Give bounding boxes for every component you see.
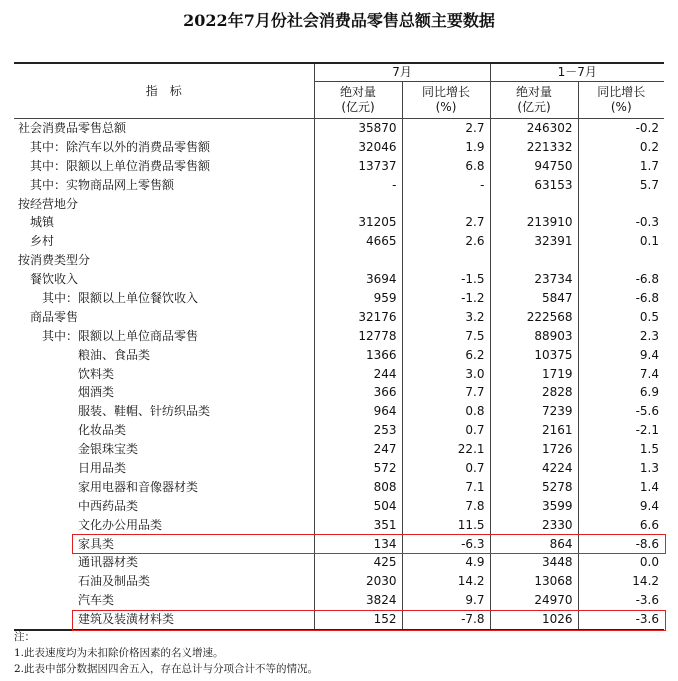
table-row — [14, 440, 664, 459]
row-value-ytd-abs: 10375 — [490, 346, 578, 365]
table-row — [14, 251, 664, 270]
indicator-header: 指 标 — [14, 63, 314, 119]
row-label: 按经营地分 — [18, 196, 79, 211]
row-value-jul-yoy — [402, 251, 490, 270]
row-value-ytd-abs — [490, 195, 578, 214]
row-value-jul-abs: 964 — [314, 402, 402, 421]
row-label: 文化办公用品类 — [78, 517, 163, 532]
table-row — [14, 553, 664, 572]
table-row — [14, 195, 664, 214]
row-label: 建筑及装潢材料类 — [14, 610, 314, 630]
table-row — [14, 232, 664, 251]
table-row — [14, 213, 664, 232]
table-row — [14, 591, 664, 610]
row-label: 家用电器和音像器材类 — [78, 479, 199, 494]
row-value-ytd-yoy: -8.6 — [578, 535, 664, 554]
table-row — [14, 289, 664, 308]
row-label: 化妆品类 — [78, 423, 127, 438]
row-value-jul-abs: 3694 — [314, 270, 402, 289]
row-value-ytd-yoy: 9.4 — [578, 346, 664, 365]
row-label: 商品零售 — [30, 309, 79, 324]
row-value-jul-abs: 247 — [314, 440, 402, 459]
row-value-ytd-yoy: 5.7 — [578, 176, 664, 195]
table-row — [14, 383, 664, 402]
ytd-yoy-header: 同比增长 (%) — [578, 82, 664, 119]
row-value-jul-yoy: 2.6 — [402, 232, 490, 251]
row-value-jul-yoy: 11.5 — [402, 516, 490, 535]
row-value-jul-abs: 351 — [314, 516, 402, 535]
row-value-ytd-yoy: 1.3 — [578, 459, 664, 478]
row-value-ytd-abs: 2828 — [490, 383, 578, 402]
row-value-ytd-abs: 3448 — [490, 553, 578, 572]
page-title: 2022年7月份社会消费品零售总额主要数据 — [183, 11, 495, 30]
row-value-ytd-yoy: 9.4 — [578, 497, 664, 516]
row-label: 其中：实物商品网上零售额 — [30, 177, 175, 192]
row-value-jul-yoy: 3.0 — [402, 365, 490, 384]
row-label: 按消费类型分 — [18, 253, 91, 268]
row-value-ytd-abs: 24970 — [490, 591, 578, 610]
row-value-ytd-yoy: -3.6 — [578, 591, 664, 610]
row-label: 中西药品类 — [78, 498, 139, 513]
row-value-ytd-yoy: 0.2 — [578, 138, 664, 157]
row-value-ytd-abs: 63153 — [490, 176, 578, 195]
note-1: 1.此表速度均为未扣除价格因素的名义增速。 — [14, 647, 224, 659]
row-value-ytd-abs: 2161 — [490, 421, 578, 440]
row-value-jul-yoy: 3.2 — [402, 308, 490, 327]
row-label: 其中：限额以上单位消费品零售额 — [30, 158, 211, 173]
row-value-jul-yoy: 0.7 — [402, 459, 490, 478]
row-value-ytd-abs: 94750 — [490, 157, 578, 176]
row-value-jul-abs: 244 — [314, 365, 402, 384]
row-value-ytd-abs: 213910 — [490, 213, 578, 232]
row-value-ytd-abs: 222568 — [490, 308, 578, 327]
row-value-ytd-yoy: 7.4 — [578, 365, 664, 384]
row-value-ytd-abs: 246302 — [490, 119, 578, 138]
row-label: 服装、鞋帽、针纺织品类 — [78, 404, 211, 419]
row-value-jul-yoy: 6.2 — [402, 346, 490, 365]
table-row — [14, 459, 664, 478]
table-row — [14, 119, 664, 138]
note-2: 2.此表中部分数据因四舍五入，存在总计与分项合计不等的情况。 — [14, 663, 319, 675]
row-value-ytd-yoy — [578, 251, 664, 270]
table-row — [14, 497, 664, 516]
row-value-jul-yoy: 9.7 — [402, 591, 490, 610]
row-value-jul-abs: 13737 — [314, 157, 402, 176]
row-value-ytd-yoy: 1.7 — [578, 157, 664, 176]
table-row — [14, 610, 664, 630]
row-value-jul-abs: 253 — [314, 421, 402, 440]
row-value-jul-yoy: 4.9 — [402, 553, 490, 572]
row-label: 城镇 — [30, 215, 55, 230]
row-label: 烟酒类 — [78, 385, 115, 400]
row-value-jul-abs: 4665 — [314, 232, 402, 251]
row-value-ytd-yoy: 0.1 — [578, 232, 664, 251]
row-value-jul-yoy: -6.3 — [402, 535, 490, 554]
row-value-jul-abs: 3824 — [314, 591, 402, 610]
table-row — [14, 157, 664, 176]
row-value-jul-abs — [314, 251, 402, 270]
row-value-jul-yoy: - — [402, 176, 490, 195]
row-label: 金银珠宝类 — [78, 442, 139, 457]
row-value-jul-yoy: 7.5 — [402, 327, 490, 346]
row-value-ytd-abs: 1719 — [490, 365, 578, 384]
row-value-jul-abs: 32046 — [314, 138, 402, 157]
row-value-jul-yoy — [402, 195, 490, 214]
row-label: 石油及制品类 — [78, 574, 151, 589]
row-value-ytd-yoy: -3.6 — [578, 610, 664, 630]
jan-jul-header: 1－7月 — [490, 63, 664, 82]
table-row — [14, 176, 664, 195]
row-value-ytd-abs: 88903 — [490, 327, 578, 346]
row-value-ytd-yoy: -2.1 — [578, 421, 664, 440]
row-value-ytd-yoy: 6.6 — [578, 516, 664, 535]
row-value-ytd-yoy — [578, 195, 664, 214]
row-value-ytd-abs: 13068 — [490, 572, 578, 591]
row-value-ytd-yoy: -0.2 — [578, 119, 664, 138]
row-value-ytd-yoy: 14.2 — [578, 572, 664, 591]
row-value-jul-abs: - — [314, 176, 402, 195]
table-row — [14, 421, 664, 440]
row-value-ytd-yoy: -6.8 — [578, 270, 664, 289]
row-label: 社会消费品零售总额 — [18, 120, 127, 135]
row-value-jul-abs: 959 — [314, 289, 402, 308]
row-label: 粮油、食品类 — [78, 347, 151, 362]
table-row — [14, 402, 664, 421]
row-value-ytd-yoy: 0.0 — [578, 553, 664, 572]
row-value-jul-abs: 1366 — [314, 346, 402, 365]
row-value-ytd-yoy: 6.9 — [578, 383, 664, 402]
row-value-ytd-yoy: -0.3 — [578, 213, 664, 232]
table-row — [14, 346, 664, 365]
row-label: 家具类 — [78, 536, 115, 551]
row-label: 餐饮收入 — [30, 272, 79, 287]
row-value-jul-abs: 35870 — [314, 119, 402, 138]
row-value-jul-yoy: 22.1 — [402, 440, 490, 459]
row-value-ytd-abs: 5847 — [490, 289, 578, 308]
row-value-jul-abs: 32176 — [314, 308, 402, 327]
row-value-jul-abs: 152 — [314, 610, 402, 630]
row-value-jul-yoy: 0.8 — [402, 402, 490, 421]
table-row — [14, 327, 664, 346]
row-label: 其中：限额以上单位餐饮收入 — [42, 290, 199, 305]
row-value-ytd-abs: 221332 — [490, 138, 578, 157]
july-header: 7月 — [314, 63, 490, 82]
ytd-abs-header: 绝对量 (亿元) — [490, 82, 578, 119]
row-value-ytd-abs: 4224 — [490, 459, 578, 478]
row-value-jul-yoy: 2.7 — [402, 213, 490, 232]
table-row — [14, 572, 664, 591]
row-value-ytd-yoy: 1.5 — [578, 440, 664, 459]
row-value-jul-yoy: 7.7 — [402, 383, 490, 402]
row-value-ytd-abs: 3599 — [490, 497, 578, 516]
row-value-jul-abs: 808 — [314, 478, 402, 497]
table-row — [14, 138, 664, 157]
row-value-jul-abs — [314, 195, 402, 214]
row-value-ytd-abs: 1026 — [490, 610, 578, 630]
row-value-jul-abs: 2030 — [314, 572, 402, 591]
row-value-ytd-abs — [490, 251, 578, 270]
row-value-ytd-yoy: -6.8 — [578, 289, 664, 308]
table-row — [14, 308, 664, 327]
row-value-ytd-abs: 23734 — [490, 270, 578, 289]
row-value-jul-yoy: 7.1 — [402, 478, 490, 497]
retail-sales-table — [14, 62, 664, 631]
row-value-ytd-yoy: 1.4 — [578, 478, 664, 497]
row-value-jul-abs: 366 — [314, 383, 402, 402]
row-value-jul-abs: 31205 — [314, 213, 402, 232]
row-label: 日用品类 — [78, 460, 127, 475]
row-value-ytd-abs: 7239 — [490, 402, 578, 421]
row-value-jul-abs: 134 — [314, 535, 402, 554]
row-value-ytd-abs: 32391 — [490, 232, 578, 251]
row-value-jul-yoy: 6.8 — [402, 157, 490, 176]
row-label: 乡村 — [30, 234, 55, 249]
notes-head: 注： — [14, 631, 35, 643]
row-value-ytd-yoy: 2.3 — [578, 327, 664, 346]
table-row — [14, 535, 664, 554]
table-row — [14, 516, 664, 535]
row-value-jul-abs: 12778 — [314, 327, 402, 346]
footnotes — [14, 629, 318, 677]
row-label: 通讯器材类 — [78, 555, 139, 570]
row-value-jul-yoy: 14.2 — [402, 572, 490, 591]
row-label: 汽车类 — [78, 593, 115, 608]
table-row — [14, 365, 664, 384]
row-value-jul-yoy: 1.9 — [402, 138, 490, 157]
row-value-jul-yoy: -1.2 — [402, 289, 490, 308]
row-value-jul-yoy: 0.7 — [402, 421, 490, 440]
row-value-jul-yoy: 7.8 — [402, 497, 490, 516]
row-value-ytd-abs: 1726 — [490, 440, 578, 459]
row-value-ytd-abs: 2330 — [490, 516, 578, 535]
row-value-jul-yoy: 2.7 — [402, 119, 490, 138]
row-value-ytd-abs: 864 — [490, 535, 578, 554]
row-value-jul-yoy: -7.8 — [402, 610, 490, 630]
row-value-ytd-yoy: 0.5 — [578, 308, 664, 327]
row-label: 其中：除汽车以外的消费品零售额 — [30, 139, 211, 154]
row-value-ytd-yoy: -5.6 — [578, 402, 664, 421]
row-value-ytd-abs: 5278 — [490, 478, 578, 497]
table-row — [14, 478, 664, 497]
row-value-jul-abs: 425 — [314, 553, 402, 572]
row-label: 饮料类 — [78, 366, 115, 381]
july-abs-header: 绝对量 (亿元) — [314, 82, 402, 119]
row-value-jul-yoy: -1.5 — [402, 270, 490, 289]
july-yoy-header: 同比增长 (%) — [402, 82, 490, 119]
row-value-jul-abs: 504 — [314, 497, 402, 516]
row-label: 其中：限额以上单位商品零售 — [42, 328, 199, 343]
row-value-jul-abs: 572 — [314, 459, 402, 478]
table-row — [14, 270, 664, 289]
